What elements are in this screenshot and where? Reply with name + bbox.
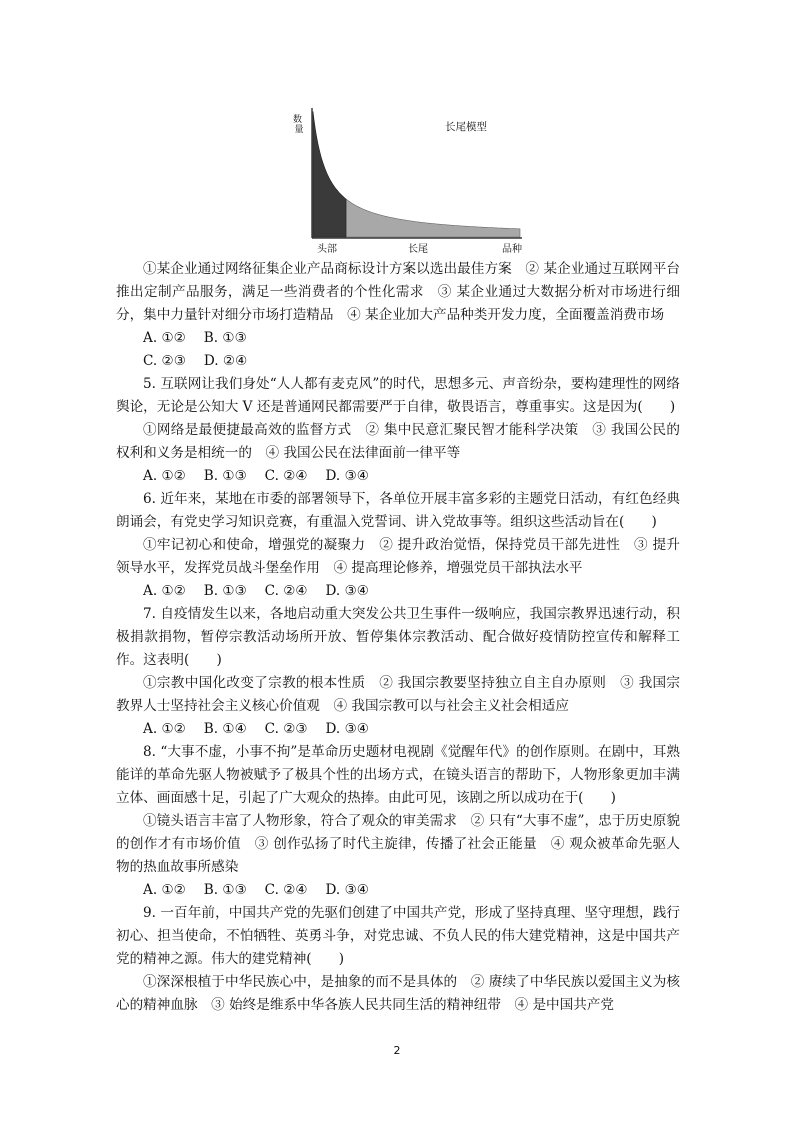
paragraph: 8. “大事不虚，小事不拘”是革命历史题材电视剧《觉醒年代》的创作原则。在剧中，耳熟能详的革命先驱人物被赋予了极具个性的出场方式，在镜头语言的帮助下，人物形象更加丰满立体、画面感十足，引起了广大观众的热捧。由此可见，该剧之所以成功在于( ) xyxy=(116,744,680,806)
chart-title: 长尾模型 xyxy=(445,121,487,133)
long-tail-chart xyxy=(290,100,530,260)
answer-options: A. ①② B. ①③ C. ②④ D. ③④ xyxy=(143,468,369,484)
paragraph: ①宗教中国化改变了宗教的根本性质 ② 我国宗教要坚持独立自主自办原则 ③ 我国宗教界人士坚持社会主义核心价值观 ④ 我国宗教可以与社会主义社会相适应 xyxy=(116,675,680,714)
long-tail-area xyxy=(346,199,520,237)
answer-options: A. ①② B. ①③ C. ②④ D. ③④ xyxy=(143,583,369,599)
head-area xyxy=(313,111,346,237)
page-number: 2 xyxy=(393,1044,401,1057)
paragraph: ①镜头语言丰富了人物形象，符合了观众的审美需求 ② 只有“大事不虚”，忠于历史原貌的创作才有市场价值 ③ 创作弘扬了时代主旋律，传播了社会正能量 ④ 观众被革命先驱人物的热血故事所感染 xyxy=(116,813,680,875)
answer-options: A. ①② B. ①③ C. ②④ D. ③④ xyxy=(143,882,369,898)
answer-options: A. ①② B. ①④ C. ②③ D. ③④ xyxy=(143,721,369,737)
paragraph: 5. 互联网让我们身处“人人都有麦克风”的时代，思想多元、声音纷杂，要构建理性的网络舆论，无论是公知大 V 还是普通网民都需要严于自律，敬畏语言，尊重事实。这是因为( ) xyxy=(116,376,680,415)
question-text xyxy=(116,258,680,1017)
x-annotation-tail: 长尾 xyxy=(408,244,428,255)
paragraph: 9. 一百年前，中国共产党的先驱们创建了中国共产党，形成了坚持真理、坚守理想，践行初心、担当使命，不怕牺牲、英勇斗争，对党忠诚、不负人民的伟大建党精神，这是中国共产党的精神之源。伟大的建党精神( ) xyxy=(116,905,680,967)
paragraph: ①深深根植于中华民族心中，是抽象的而不是具体的 ② 赓续了中华民族以爱国主义为核心的精神血脉 ③ 始终是维系中华各族人民共同生活的精神纽带 ④ 是中国共产党 xyxy=(116,974,680,1013)
x-axis-label: 品种 xyxy=(502,244,522,255)
answer-options: C. ②③ D. ②④ xyxy=(143,353,248,369)
paragraph: ①网络是最便捷最高效的监督方式 ② 集中民意汇聚民智才能科学决策 ③ 我国公民的权利和义务是相统一的 ④ 我国公民在法律面前一律平等 xyxy=(116,422,680,461)
paragraph: ①牢记初心和使命，增强党的凝聚力 ② 提升政治觉悟，保持党员干部先进性 ③ 提升领导水平，发挥党员战斗堡垒作用 ④ 提高理论修养，增强党员干部执法水平 xyxy=(116,537,680,576)
paragraph: 6. 近年来，某地在市委的部署领导下，各单位开展丰富多彩的主题党日活动，有红色经典朗诵会，有党史学习知识竞赛，有重温入党誓词、讲入党故事等。组织这些活动旨在( ) xyxy=(116,491,680,530)
x-annotation-head: 头部 xyxy=(317,244,337,255)
y-axis-label: 数 量 xyxy=(293,115,304,135)
answer-options: A. ①② B. ①③ xyxy=(143,330,247,346)
paragraph: 7. 自疫情发生以来，各地启动重大突发公共卫生事件一级响应，我国宗教界迅速行动，积极捐款捐物，暂停宗教活动场所开放、暂停集体宗教活动、配合做好疫情防控宣传和解释工作。这表明( ) xyxy=(116,606,680,668)
paragraph: ①某企业通过网络征集企业产品商标设计方案以选出最佳方案 ② 某企业通过互联网平台推出定制产品服务，满足一些消费者的个性化需求 ③ 某企业通过大数据分析对市场进行细分，集中力量针对细分市场打造精品 ④ 某企业加大产品种类开发力度，全面覆盖消费市场 xyxy=(116,261,680,323)
